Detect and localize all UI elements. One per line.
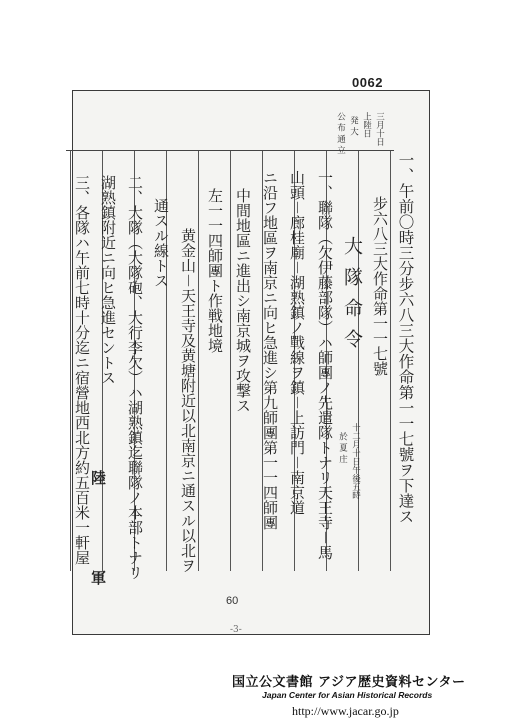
order-text-line: 一、聯隊（欠伊藤部隊）ハ師團ノ先遣隊トナリ天王寺－馬 bbox=[316, 170, 334, 561]
receipt-note-line: 発 大 bbox=[348, 116, 359, 136]
rule-line bbox=[230, 151, 231, 571]
filing-label-bottom: 軍 bbox=[89, 570, 107, 585]
receipt-note-line: 三月十日 bbox=[374, 112, 385, 146]
order-title: 大隊命令 bbox=[341, 236, 363, 360]
archive-url[interactable]: http://www.jacar.go.jp bbox=[292, 704, 399, 718]
order-text-line: 湖熟鎮附近ニ向ヒ急進セントス bbox=[99, 175, 117, 385]
order-text-line: 中間地區ニ進出シ南京城ヲ攻撃ス bbox=[234, 188, 252, 413]
rule-line bbox=[198, 151, 199, 571]
scratch-mark: -3- bbox=[230, 625, 242, 635]
date-note: 十二月十日午後五時 bbox=[350, 423, 361, 500]
order-text-line: 通スル線トス bbox=[152, 198, 170, 288]
order-text-line: 黄金山－天王寺及黄塘附近以北南京ニ通スル以北ヲ bbox=[179, 228, 197, 574]
page-number: 0062 bbox=[352, 75, 383, 90]
order-text-line: 二、大隊（大隊砲、大行李欠）ハ湖熟鎮迄聯隊ノ本部トナリ bbox=[126, 175, 144, 580]
receipt-note-line: 上陸日 bbox=[361, 112, 372, 138]
rule-line bbox=[358, 151, 359, 571]
archive-title: 国立公文書館 アジア歴史資料センター bbox=[232, 675, 466, 690]
order-number: 步六八三大作命第一一七號 bbox=[371, 196, 389, 376]
order-text-line: ニ沿フ地區ヲ南京ニ向ヒ急進シ第九師團第一一四師團 bbox=[261, 170, 279, 530]
order-text-line: 左一一四師團ト作戦地境 bbox=[206, 188, 224, 353]
sheet-number: 60 bbox=[226, 595, 239, 607]
rule-line bbox=[390, 151, 391, 571]
rule-line bbox=[70, 151, 71, 571]
filing-label-top: 陸 bbox=[89, 470, 107, 485]
receipt-note-line: 公 布 通 立 bbox=[335, 112, 346, 155]
location-note: 於 夏 庄 bbox=[337, 432, 348, 463]
order-text-line: 三、各隊ハ午前七時十分迄ニ宿營地西北方約五百米一軒屋 bbox=[73, 175, 91, 565]
archive-subtitle: Japan Center for Asian Historical Records bbox=[262, 690, 433, 700]
opening-line: 一、午前〇時三分步六八三大作命第一一七號ヲ下達ス bbox=[396, 152, 415, 524]
order-text-line: 山頭－廊桂廟－湖熟鎮ノ戰線ヲ鎮－上訪門－南京道 bbox=[288, 170, 306, 516]
